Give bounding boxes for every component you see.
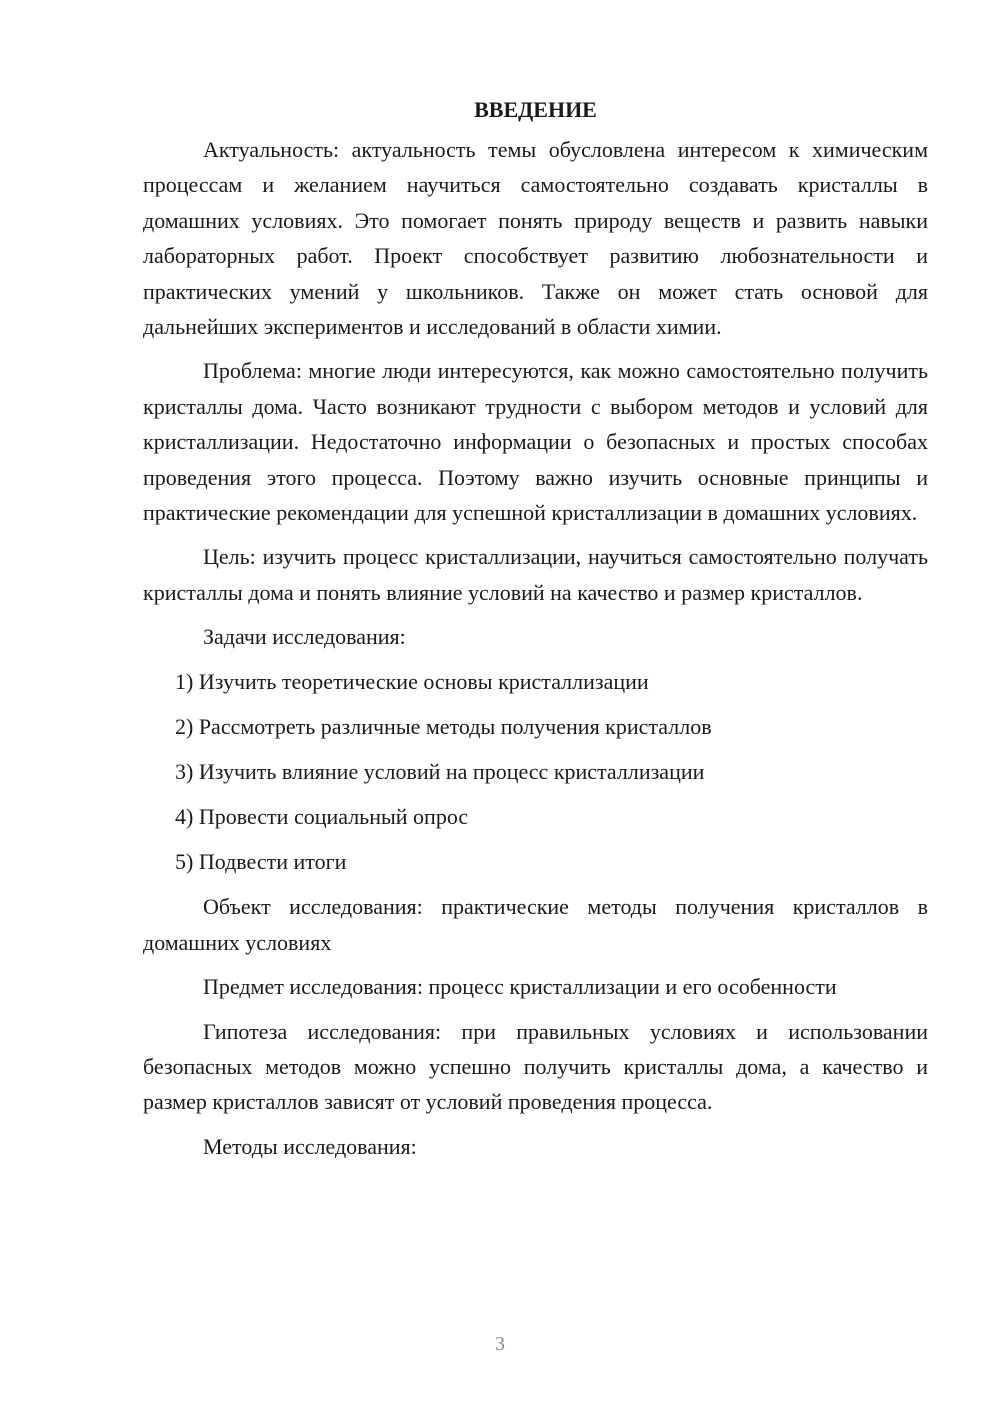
list-item: 2) Рассмотреть различные методы получения кристаллов <box>175 714 712 740</box>
page-title: ВВЕДЕНИЕ <box>474 97 597 122</box>
goal-paragraph: Цель: изучить процесс кристаллизации, научиться самостоятельно получать кристаллы дома и понять влияние условий на качество и размер кристаллов. <box>143 544 928 605</box>
methods-label: Методы исследования: <box>203 1133 417 1159</box>
hypothesis-paragraph: Гипотеза исследования: при правильных условиях и использовании безопасных методов можно успешно получить кристаллы дома, а качество и размер кристаллов зависят от условий проведения процесса. <box>143 1018 928 1115</box>
relevance-paragraph: Актуальность: актуальность темы обусловлена интересом к химическим процессам и желанием научиться самостоятельно создавать кристаллы в домашних условиях. Это помогает понять природу веществ и развить навыки лабораторных работ. Проект способствует развитию любознательности и практических умений у школьников. Также он может стать основой для дальнейших экспериментов и исследований в области химии. <box>143 137 928 340</box>
list-item: 1) Изучить теоретические основы кристаллизации <box>175 669 649 695</box>
object-paragraph: Объект исследования: практические методы получения кристаллов в домашних условиях <box>143 894 928 955</box>
list-item: 3) Изучить влияние условий на процесс кристаллизации <box>175 759 705 785</box>
tasks-list <box>143 664 928 879</box>
list-item: 4) Провести социальный опрос <box>175 804 469 830</box>
problem-paragraph: Проблема: многие люди интересуются, как можно самостоятельно получить кристаллы дома. Часто возникают трудности с выбором методов и условий для кристаллизации. Недостаточно информации о безопасных и простых способах проведения этого процесса. Поэтому важно изучить основные принципы и практические рекомендации для успешной кристаллизации в домашних условиях. <box>143 358 928 526</box>
page-number: 3 <box>495 1333 505 1355</box>
subject-paragraph: Предмет исследования: процесс кристаллизации и его особенности <box>203 974 837 1000</box>
document-page <box>143 92 928 1174</box>
tasks-label: Задачи исследования: <box>203 624 406 650</box>
list-item: 5) Подвести итоги <box>175 849 347 875</box>
